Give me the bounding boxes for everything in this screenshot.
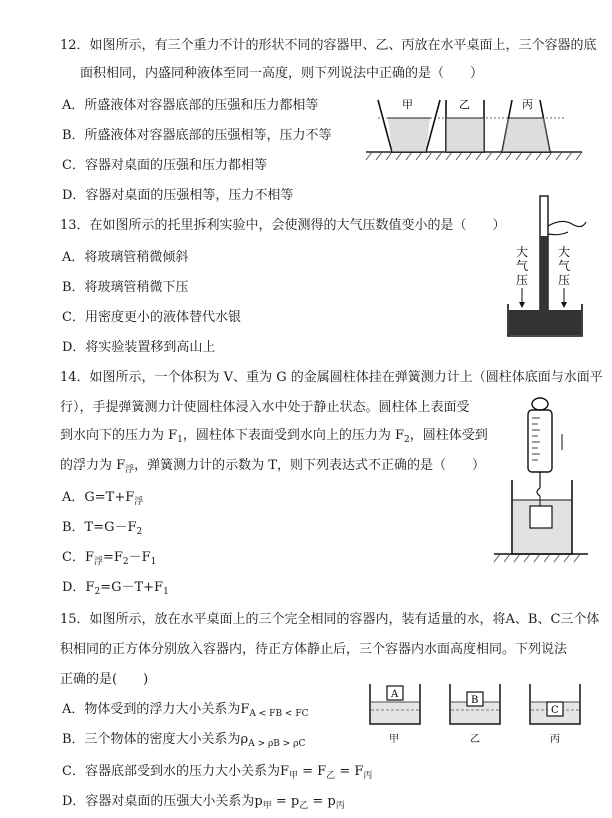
- q15-option-b: B．三个物体的密度大小关系为$\rho_{A > \rho B > \rho C}$: [62, 732, 306, 749]
- q13-label-right-3: 压: [558, 273, 571, 287]
- q15-containers-figure: [364, 680, 592, 750]
- q13-label-left-3: 压: [516, 273, 529, 287]
- q13-option-d: D．将实验装置移到高山上: [62, 340, 216, 355]
- q15-block-a: A: [391, 689, 399, 700]
- q12-stem-line1: 12．如图所示，有三个重力不计的形状不同的容器甲、乙、丙放在水平桌面上，三个容器的底: [60, 38, 597, 53]
- q13-label-left-1: 大: [516, 245, 529, 259]
- q13-torricelli-figure: [502, 192, 592, 344]
- q15-stem-line2: 积相同的正方体分别放入容器内，待正方体静止后，三个容器内水面高度相同。下列说法: [60, 642, 568, 657]
- q13-option-c: C．用密度更小的液体替代水银: [62, 310, 241, 325]
- q13-label-right-2: 气: [558, 259, 571, 273]
- q15-block-c: C: [551, 705, 559, 716]
- q13-option-b: B．将玻璃管稍微下压: [62, 280, 189, 295]
- q13-label-left-2: 气: [516, 259, 529, 273]
- q12-option-d: D．容器对桌面的压强相等，压力不相等: [62, 188, 294, 203]
- q15-label-bing: 丙: [550, 734, 560, 745]
- q14-option-d: D．$F_2=G-T+F_1$: [62, 580, 169, 597]
- q12-option-a: A．所盛液体对容器底部的压强和压力都相等: [62, 98, 319, 113]
- q15-stem-line3: 正确的是( ): [60, 672, 149, 687]
- q14-stem-line1: 14．如图所示，一个体积为 V、重为 G 的金属圆柱体挂在弹簧测力计上（圆柱体底面与水面平: [60, 370, 603, 385]
- q14-option-b: B．$T=G-F_2$: [62, 520, 143, 537]
- q12-label-jia: 甲: [402, 98, 413, 111]
- q12-option-c: C．容器对桌面的压强和压力都相等: [62, 158, 267, 173]
- q14-stem-line4: 的浮力为 $F_浮$，弹簧测力计的示数为 T，则下列表达式不正确的是（ ）: [60, 458, 485, 475]
- q13-stem: 13．在如图所示的托里拆利实验中，会使测得的大气压数值变小的是（ ）: [60, 218, 506, 233]
- q12-stem-line2: 面积相同，内盛同种液体至同一高度，则下列说法中正确的是（ ）: [80, 66, 484, 81]
- q14-option-c: C．$F_浮=F_2-F_1$: [62, 550, 157, 567]
- q12-figure: [364, 94, 584, 166]
- q15-stem-line1: 15．如图所示，放在水平桌面上的三个完全相同的容器内，装有适量的水，将A、B、C三个体: [60, 612, 600, 627]
- q15-label-yi: 乙: [470, 734, 480, 745]
- q12-label-yi: 乙: [459, 98, 470, 111]
- q15-option-a: A．物体受到的浮力大小关系为$F_{A < FB < FC}$: [62, 702, 309, 719]
- q12-option-b: B．所盛液体对容器底部的压强相等，压力不等: [62, 128, 332, 143]
- q14-stem-line3: 到水向下的压力为 $F_1$，圆柱体下表面受到水向上的压力为 $F_2$，圆柱体受到: [60, 428, 488, 445]
- q12-label-bing: 丙: [522, 98, 533, 111]
- q15-option-d: D．容器对桌面的压强大小关系为$p_甲 = p_乙 = p_丙$: [62, 794, 345, 811]
- q14-spring-scale-figure: [490, 394, 590, 564]
- q14-option-a: A．$G=T+F_浮$: [62, 490, 144, 507]
- q15-label-jia: 甲: [389, 734, 399, 745]
- q15-option-c: C．容器底部受到水的压力大小关系为$F_甲 = F_乙 = F_丙$: [62, 764, 373, 781]
- q13-option-a: A．将玻璃管稍微倾斜: [62, 250, 189, 265]
- q15-block-b: B: [471, 695, 479, 706]
- q13-label-right-1: 大: [558, 245, 571, 259]
- q14-stem-line2: 行），手提弹簧测力计使圆柱体浸入水中处于静止状态。圆柱体上表面受: [60, 400, 470, 415]
